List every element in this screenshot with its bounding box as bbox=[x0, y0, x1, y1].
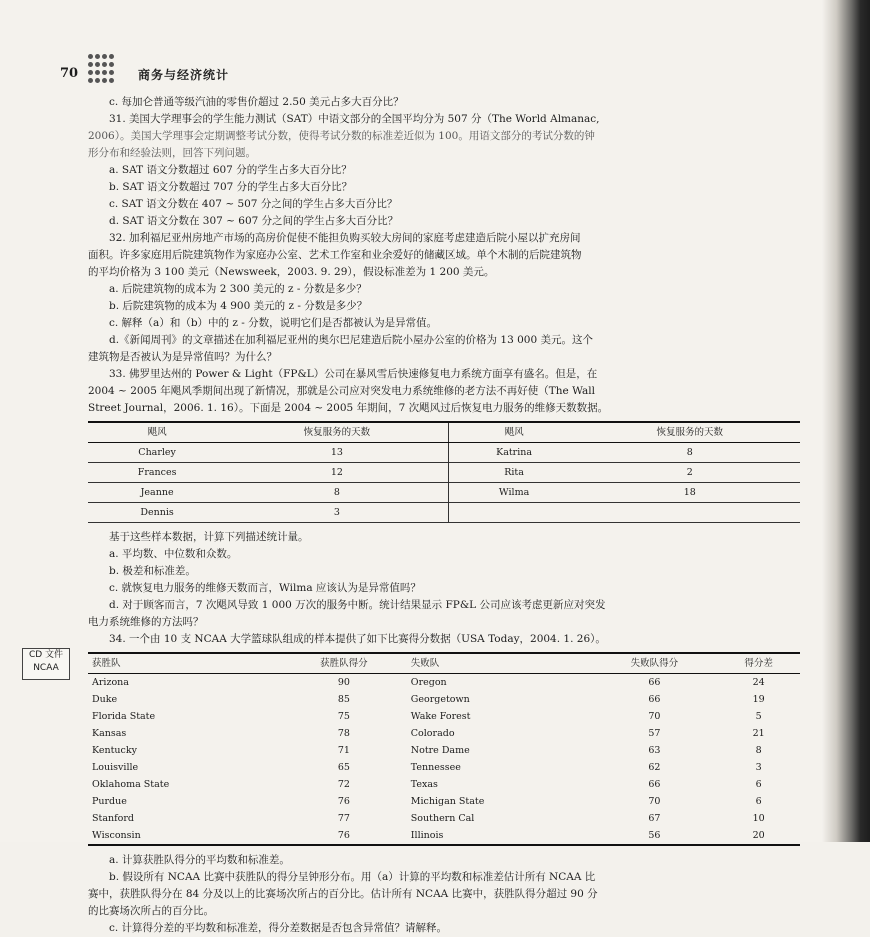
table-cell: 65 bbox=[337, 762, 350, 773]
page-number: 70 bbox=[60, 66, 79, 81]
table-cell: 19 bbox=[752, 694, 765, 705]
table-cell: Jeanne bbox=[88, 483, 226, 503]
text-line: 形分布和经验法则，回答下列问题。 bbox=[88, 147, 256, 159]
text-line: 基于这些样本数据，计算下列描述统计量。 bbox=[109, 531, 309, 543]
table-cell: 6 bbox=[755, 779, 762, 790]
table-cell: 12 bbox=[226, 463, 448, 483]
table-cell: 90 bbox=[337, 677, 350, 688]
exercise-33: 33. 佛罗里达州的 Power & Light（FP&L）公司在暴风雪后快速修复电力系统方面享有盛名。但是，在 bbox=[109, 368, 598, 380]
table-header: 飓风 bbox=[88, 422, 226, 443]
hurricane-table bbox=[88, 421, 800, 523]
table-cell: Louisville bbox=[92, 762, 139, 773]
table-cell: 56 bbox=[592, 827, 718, 845]
table-cell: 8 bbox=[580, 443, 800, 463]
table-row bbox=[88, 742, 800, 759]
text-line: d.《新闻周刊》的文章描述在加利福尼亚州的奥尔巴尼建造后院小屋办公室的价格为 13 000 美元。这个 bbox=[109, 334, 593, 346]
table-row bbox=[88, 443, 800, 463]
text-line: 2004 ~ 2005 年飓风季期间出现了新情况，那就是公司应对突发电力系统维修的老方法不再好使（The Wall bbox=[88, 385, 595, 397]
table-cell: Dennis bbox=[88, 503, 226, 523]
text-line: 的平均价格为 3 100 美元（Newsweek，2003. 9. 29），假设标准差为 1 200 美元。 bbox=[88, 266, 495, 278]
table-cell: Katrina bbox=[448, 443, 579, 463]
cd-file-box bbox=[22, 648, 70, 680]
table-cell: 77 bbox=[337, 813, 350, 824]
table-row bbox=[88, 691, 800, 708]
text-line: 的比赛场次所占的百分比。 bbox=[88, 905, 214, 917]
table-header: 失败队 bbox=[407, 653, 592, 674]
table-row bbox=[88, 503, 800, 523]
dot-grid-ornament-icon bbox=[88, 54, 114, 84]
table-row bbox=[88, 759, 800, 776]
text-line: 赛中，获胜队得分在 84 分及以上的比赛场次所占的百分比。估计所有 NCAA 比赛中，获胜队得分超过 90 分 bbox=[88, 888, 598, 900]
text-line: Street Journal，2006. 1. 16）。下面是 2004 ~ 2005 年期间，7 次飓风过后恢复电力服务的维修天数数据。 bbox=[88, 402, 609, 414]
table-cell: 70 bbox=[648, 796, 661, 807]
table-cell: 72 bbox=[337, 779, 350, 790]
table-row bbox=[88, 483, 800, 503]
text-line: b. 假设所有 NCAA 比赛中获胜队的得分呈钟形分布。用（a）计算的平均数和标准差估计所有 NCAA 比 bbox=[109, 871, 596, 883]
table-cell: Notre Dame bbox=[410, 745, 470, 756]
table-cell: Frances bbox=[88, 463, 226, 483]
table-cell: 24 bbox=[752, 677, 765, 688]
cd-file-label: CD 文件 bbox=[28, 650, 64, 660]
text-line: 面积。许多家庭用后院建筑物作为家庭办公室、艺术工作室和业余爱好的储藏区域。单个木制的后院建筑物 bbox=[88, 249, 582, 261]
table-cell: 76 bbox=[281, 827, 407, 845]
table-cell: Charley bbox=[88, 443, 226, 463]
table-cell: Purdue bbox=[92, 796, 127, 807]
exercise-34: 34. 一个由 10 支 NCAA 大学篮球队组成的样本提供了如下比赛得分数据（USA Today，2004. 1. 26）。 bbox=[109, 633, 606, 645]
table-cell: Colorado bbox=[410, 728, 455, 739]
table-cell: 2 bbox=[580, 463, 800, 483]
table-header: 获胜队得分 bbox=[281, 653, 407, 674]
table-cell: 75 bbox=[337, 711, 350, 722]
table-cell: 8 bbox=[226, 483, 448, 503]
table-cell bbox=[580, 503, 800, 523]
text-line: c. 解释（a）和（b）中的 z - 分数，说明它们是否都被认为是异常值。 bbox=[109, 317, 438, 329]
text-line: a. 平均数、中位数和众数。 bbox=[109, 548, 238, 560]
table-cell: Florida State bbox=[92, 711, 156, 722]
text-line: 电力系统维修的方法吗？ bbox=[88, 616, 204, 628]
table-cell: 71 bbox=[337, 745, 350, 756]
table-cell: 76 bbox=[337, 796, 350, 807]
text-line: a. 后院建筑物的成本为 2 300 美元的 z - 分数是多少？ bbox=[109, 283, 367, 295]
table-row bbox=[88, 463, 800, 483]
table-cell: 66 bbox=[648, 677, 661, 688]
text-line: 建筑物是否被认为是异常值吗？为什么？ bbox=[88, 351, 277, 363]
table-cell: Illinois bbox=[407, 827, 592, 845]
table-cell: Wisconsin bbox=[88, 827, 281, 845]
exercise-31: 31. 美国大学理事会的学生能力测试（SAT）中语文部分的全国平均分为 507 分（The World Almanac, bbox=[109, 113, 600, 125]
table-cell: 5 bbox=[755, 711, 762, 722]
text-line: a. SAT 语文分数超过 607 分的学生占多大百分比？ bbox=[109, 164, 352, 176]
table-cell: Rita bbox=[448, 463, 579, 483]
table-cell: 6 bbox=[755, 796, 762, 807]
table-cell bbox=[448, 503, 579, 523]
table-cell: 13 bbox=[226, 443, 448, 463]
cd-file-name: NCAA bbox=[33, 663, 59, 673]
exercise-32: 32. 加利福尼亚州房地产市场的高房价促使不能担负购买较大房间的家庭考虑建造后院小屋以扩充房间 bbox=[109, 232, 581, 244]
table-cell: 70 bbox=[648, 711, 661, 722]
text-line: d. SAT 语文分数在 307 ~ 607 分之间的学生占多大百分比？ bbox=[109, 215, 399, 227]
table-cell: Kansas bbox=[92, 728, 127, 739]
table-cell: 63 bbox=[648, 745, 661, 756]
text-line: b. SAT 语文分数超过 707 分的学生占多大百分比？ bbox=[109, 181, 353, 193]
table-row bbox=[88, 674, 800, 692]
book-binding-shadow bbox=[822, 0, 870, 842]
table-header: 恢复服务的天数 bbox=[580, 422, 800, 443]
table-header: 得分差 bbox=[717, 653, 800, 674]
text-line: 2006）。美国大学理事会定期调整考试分数，使得考试分数的标准差近似为 100。用语文部分的考试分数的钟 bbox=[88, 130, 595, 142]
table-cell: Kentucky bbox=[92, 745, 137, 756]
table-cell: Wake Forest bbox=[410, 711, 471, 722]
table-row bbox=[88, 708, 800, 725]
table-cell: Texas bbox=[410, 779, 438, 790]
text-line: c. SAT 语文分数在 407 ~ 507 分之间的学生占多大百分比？ bbox=[109, 198, 398, 210]
book-title: 商务与经济统计 bbox=[138, 68, 230, 82]
text-line: b. 后院建筑物的成本为 4 900 美元的 z - 分数是多少？ bbox=[109, 300, 368, 312]
text-line: a. 计算获胜队得分的平均数和标准差。 bbox=[109, 854, 290, 866]
table-row bbox=[88, 776, 800, 793]
table-cell: Oregon bbox=[410, 677, 447, 688]
table-cell: 62 bbox=[648, 762, 661, 773]
table-cell: Michigan State bbox=[410, 796, 485, 807]
table-row bbox=[88, 827, 800, 845]
table-cell: Tennessee bbox=[410, 762, 461, 773]
table-cell: 3 bbox=[226, 503, 448, 523]
table-cell: 66 bbox=[648, 694, 661, 705]
table-header: 失败队得分 bbox=[592, 653, 718, 674]
text-line: c. 就恢复电力服务的维修天数而言，Wilma 应该认为是异常值吗？ bbox=[109, 582, 421, 594]
text-line: c. 每加仑普通等级汽油的零售价超过 2.50 美元占多大百分比？ bbox=[109, 96, 404, 108]
table-cell: 10 bbox=[752, 813, 765, 824]
table-header: 获胜队 bbox=[88, 653, 281, 674]
table-cell: 20 bbox=[717, 827, 800, 845]
table-cell: 67 bbox=[648, 813, 661, 824]
table-cell: Arizona bbox=[92, 677, 129, 688]
table-row bbox=[88, 810, 800, 827]
table-cell: 85 bbox=[337, 694, 350, 705]
table-cell: Wilma bbox=[448, 483, 579, 503]
table-cell: Georgetown bbox=[410, 694, 470, 705]
text-line: b. 极差和标准差。 bbox=[109, 565, 196, 577]
table-cell: Oklahoma State bbox=[92, 779, 170, 790]
page-body bbox=[88, 94, 800, 937]
text-line: d. 对于顾客而言，7 次飓风导致 1 000 万次的服务中断。统计结果显示 FP&L 公司应该考虑更新应对突发 bbox=[109, 599, 606, 611]
ncaa-scores-table bbox=[88, 652, 800, 846]
table-cell: 57 bbox=[648, 728, 661, 739]
table-row bbox=[88, 725, 800, 742]
table-cell: 18 bbox=[580, 483, 800, 503]
table-cell: 66 bbox=[648, 779, 661, 790]
table-cell: Duke bbox=[92, 694, 118, 705]
page-header bbox=[60, 48, 780, 84]
table-cell: Stanford bbox=[92, 813, 134, 824]
table-header: 飓风 bbox=[448, 422, 579, 443]
table-cell: 3 bbox=[755, 762, 762, 773]
table-row bbox=[88, 793, 800, 810]
table-cell: 8 bbox=[755, 745, 762, 756]
table-header: 恢复服务的天数 bbox=[226, 422, 448, 443]
table-cell: Southern Cal bbox=[410, 813, 475, 824]
table-cell: 78 bbox=[337, 728, 350, 739]
table-cell: 21 bbox=[752, 728, 765, 739]
text-line: c. 计算得分差的平均数和标准差，得分差数据是否包含异常值？请解释。 bbox=[109, 922, 448, 934]
